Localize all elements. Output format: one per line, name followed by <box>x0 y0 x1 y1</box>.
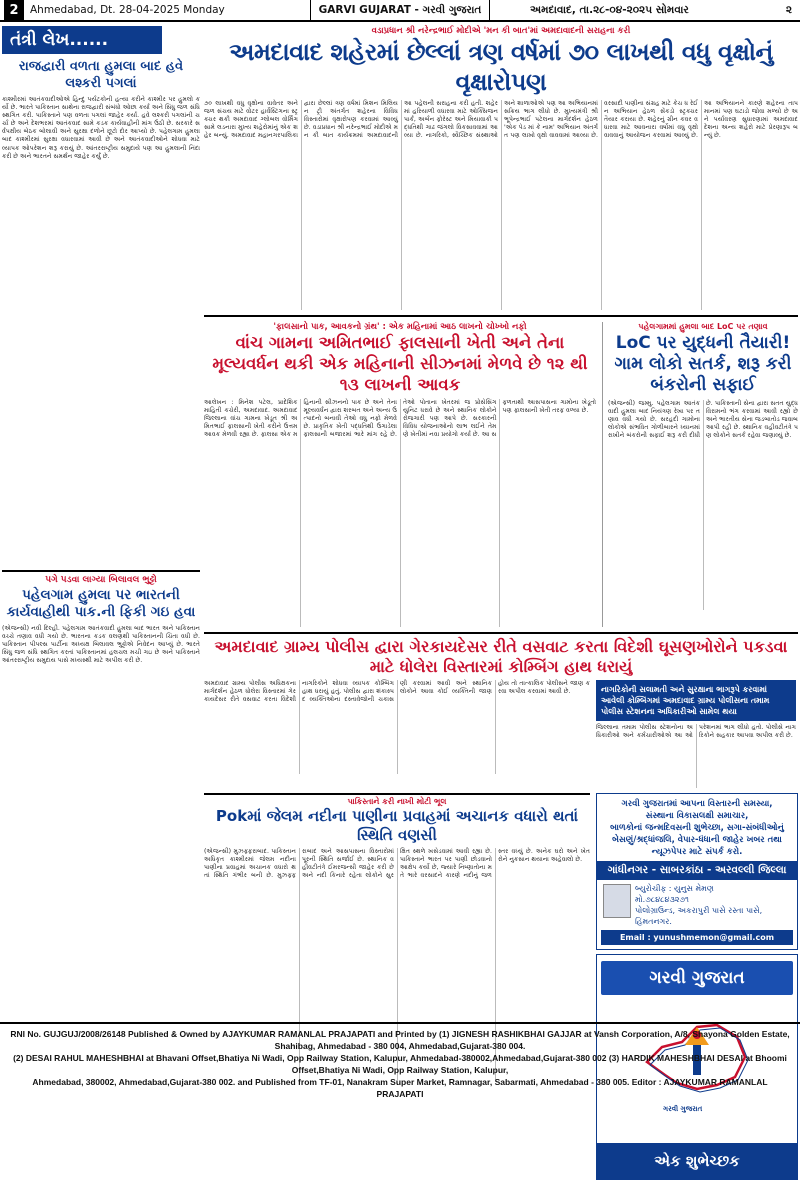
editorial-body: કાશ્મીરમાં આતંકવાદીઓએ હિન્દુ પર્યટકોની હત્યા કરીને કાશ્મીર પર હુમલો કર્યો છે. ભારતે પાકિસ્તાન સાથેના રાજદ્વારી સંબંધો ઓછા કર્યા અને સિંધુ જળ સંધિ સ્થગિત કરી. પાકિસ્તાને પણ વળતા પગલાં જાહેર કર્યા. હવે લશ્કરી પગલાંની ચર્ચા છે અને દેશભરમાં આતંકવાદ સામે કડક કાર્યવાહીની માંગ ઉઠી છે. સરકારે સર્વપક્ષીય બેઠક બોલાવી અને સુરક્ષા દળોને છૂટો દોર આપ્યો છે. પહેલગામ હુમલા બાદ કાશ્મીરમાં સુરક્ષા વધારવામાં આવી છે અને આતંકવાદીઓને શોધવા માટે વ્યાપક ઓપરેશન શરૂ કરાયું છે. આંતરરાષ્ટ્રીય સમુદાયે પણ આ હુમલાની નિંદા કરી છે અને ભારતને સમર્થન જાહેર કર્યું છે. <box>2 96 200 160</box>
header-date-en: Ahmedabad, Dt. 28-04-2025 Monday <box>30 4 225 16</box>
bureau-email: Email : yunushmemon@gmail.com <box>601 930 793 945</box>
loc-kicker: પહેલગામમાં હુમલા બાદ LoC પર તણાવ <box>638 322 768 331</box>
header-date-gu: અમદાવાદ, તા.૨૮-૦૪-૨૦૨૫ સોમવાર <box>530 3 689 16</box>
falsa-headline: વાંચ ગામના અમિતભાઈ ફાલસાની ખેતી અને તેના મૂલ્યવર્ધન થકી એક મહિનાની સીઝનમાં મેળવે છે ૧૨ થી ૧૩ લાખની આવક <box>212 333 588 394</box>
ad-line-5: ન્યૂઝપેપર માટે સંપર્ક કરો. <box>651 847 743 857</box>
police-side <box>596 680 796 788</box>
brand-tagline: એક શુભેચ્છક <box>597 1143 797 1179</box>
header-left <box>0 0 310 20</box>
bilawal-body: (એજન્સી) નવી દિલ્હી. પહેલગામ આતંકવાદી હુમલા બાદ ભારત અને પાકિસ્તાન વચ્ચે તણાવ વધી ગયો છે. ભારતના કડક વલણથી પાકિસ્તાનની ચિંતા વધી છે. પાકિસ્તાન પીપલ્સ પાર્ટીના અધ્યક્ષ બિલાવલ ભુટ્ટોએ નિવેદન આપ્યું છે. ભારતે સિંધુ જળ સંધિ સ્થગિત કરતાં પાકિસ્તાનમાં હલચલ મચી ગઇ છે અને પાકિસ્તાને આંતરરાષ્ટ્રીય સમુદાય પાસે મધ્યસ્થી માટે અપીલ કરી છે. <box>2 625 200 665</box>
bilawal-article <box>2 570 200 1019</box>
bureau-phone: મો.૭૮૪૮૪૩૨૭૧ <box>635 895 689 904</box>
pok-headline: Pokમાં જેલમ નદીના પાણીના પ્રવાહમાં અચાનક વધારો થતાં સ્થિતિ વણસી <box>215 807 579 844</box>
police-side-body: જિલ્લાના તમામ પોલીસ સ્ટેશનોના અધિકારીઓ અને કર્મચારીઓએ આ ઓપરેશનમાં ભાગ લીધો હતો. પોલીસે નાગરિકોને સહકાર આપવા અપીલ કરી છે. <box>596 724 796 740</box>
ad-line-2: સંસ્થાના વિકાસલક્ષી સમાચાર, <box>645 811 749 821</box>
contact-ad <box>596 793 798 950</box>
lead-headline: અમદાવાદ શહેરમાં છેલ્લાં ત્રણ વર્ષમાં ૭૦ લાખથી વધુ વૃક્ષોનું વૃક્ષારોપણ <box>229 38 773 96</box>
police-headline: અમદાવાદ ગ્રામ્ય પોલીસ દ્વારા ગેરકાયદેસર રીતે વસવાટ કરતા વિદેશી ઘૂસણખોરોને પકડવા માટે ધોલેરા વિસ્તારમાં કોમ્બિંગ હાથ ધરાયું <box>214 637 788 676</box>
ad-line-4: બેસણું/શ્રદ્ધાંજલિ, વેપાર-ધંધાની જાહેર ખબર તથા <box>612 835 782 845</box>
imprint-line-1: RNI No. GUJGUJ/2008/26148 Published & Owned by AJAYKUMAR RAMANLAL PRAJAPATI and Printed by (1) JIGNESH RASHIKBHAI GAJJAR at Vansh Corporation, A/8, Shayona Golden Estate, Shahibag, Ahmedabad - 380 004, Ahmedabad,Gujarat-380 004. <box>10 1029 790 1051</box>
bureau-chief-name: બ્યુરોચીફ : યુનુસ મેમણ <box>635 884 714 893</box>
imprint-line-2: (2) DESAI RAHUL MAHESHBHAI at Bhavani Offset,Bhatiya Ni Wadi, Opp Railway Station, Kalupur, Ahmedabad-380002,Ahmedabad,Gujarat-380 002 (3) HARDIK MAHESHBHAI DESAI at Bhoomi Offset,Bhatiya Ni Wadi, Opp Railway Station, Kalupur, <box>13 1053 787 1075</box>
left-column <box>2 26 200 1020</box>
ad-region: ગાંધીનગર - સાબરકાંઠા - અરવલ્લી જિલ્લા <box>597 861 797 880</box>
page-header <box>0 0 800 22</box>
loc-body: (એજન્સી) જમ્મુ. પહેલગામ આતંકવાદી હુમલા બાદ નિયંત્રણ રેખા પર તણાવ વધી ગયો છે. સરહદી ગામોના લોકોએ સંભવિત ગોળીબારને ધ્યાનમાં રાખીને બંકરોની સફાઈ શરૂ કરી દીધી છે. પાકિસ્તાની સેના દ્વારા સતત યુદ્ધવિરામનો ભંગ કરવામાં આવી રહ્યો છે અને ભારતીય સેના જડબાતોડ જવાબ આપી રહી છે. સ્થાનિક વહીવટીતંત્રે પણ લોકોને સતર્ક રહેવા જણાવ્યું છે. <box>608 400 798 440</box>
editorial-column-title: તંત્રી લેખ...... <box>2 26 162 54</box>
bureau-chief-photo <box>603 884 631 918</box>
falsa-body: આલેખન : મિનેશ પટેલ, પ્રાદેશિક માહિતી કચેરી, અમદાવાદ. અમદાવાદ જિલ્લાના વાંચ ગામના ખેડૂત શ્રી અમિતભાઈ ફાલસાની ખેતી કરીને ઉત્તમ આવક મેળવી રહ્યા છે. ફાલસા એક મહિનાની સીઝનનો પાક છે અને તેના મૂલ્યવર્ધન દ્વારા શરબત અને અન્ય ઉત્પાદનો બનાવી તેઓ વધુ નફો મેળવે છે. પ્રાકૃતિક ખેતી પદ્ધતિથી ઉગાડેલા ફાલસાની બજારમાં ભારે માંગ રહે છે. તેઓ પોતાના ખેતરમાં જ પ્રોસેસિંગ યુનિટ ધરાવે છે અને સ્થાનિક લોકોને રોજગારી પણ આપે છે. સરકારની વિવિધ યોજનાઓનો લાભ લઈને તેમણે ખેતીમાં નવા પ્રયોગો કર્યા છે. આ સફળતાથી આસપાસના ગામોના ખેડૂતો પણ ફાલસાની ખેતી તરફ વળ્યા છે. <box>204 399 596 439</box>
pok-article <box>204 793 590 1180</box>
bureau-info <box>601 883 793 927</box>
bilawal-kicker: પગે પડવા લાગ્યા બિલાવલ ભુટ્ટો <box>45 575 157 585</box>
ad-line-3: બાળકોનાં જન્મદિવસની શુભેચ્છા, સગા-સંબંધીઓનું <box>610 823 784 833</box>
bilawal-headline: પહેલગામ હુમલા પર ભારતની કાર્યવાહીથી પાક.ની ફિકી ગઇ હવા <box>6 587 196 620</box>
loc-story <box>602 322 798 627</box>
header-right <box>490 4 800 17</box>
pok-kicker: પાકિસ્તાને કરી નાખી મોટી ભૂલ <box>347 797 447 806</box>
imprint-footer <box>0 1022 800 1100</box>
bureau-address: પોલોગ્રાઉન્ડ, અકરાપુરી પાસે રસ્તા પાસે, હિંમતનગર. <box>635 906 763 926</box>
header-paper-name: GARVI GUJARAT - ગરવી ગુજરાત <box>310 0 490 20</box>
brand-name-banner: ગરવી ગુજરાત <box>601 961 793 995</box>
editorial-headline: રાજદ્વારી વળતા હુમલા બાદ હવે લશ્કરી પગલાં <box>18 59 184 91</box>
falsa-kicker: 'ફાલસાનો પાક, આવકનો ગ્રંથ' : એક મહિનામાં આઠ લાખનો ચોખ્ખો નફો <box>273 322 527 332</box>
page-number: 2 <box>4 0 24 20</box>
falsa-story <box>204 322 596 627</box>
imprint-line-3: Ahmedabad, 380002, Ahmedabad,Gujarat-380 002. and Published from TF-01, Nanakram Super Market, Ramnagar, Sabarmati, Ahmedabad - 380 005. Editor : AJAYKUMAR RAMANLAL PRAJAPATI <box>32 1077 768 1099</box>
brand-mini-text: ગરવી ગુજરાત <box>663 1105 703 1113</box>
falsa-article <box>204 315 798 627</box>
lead-body: ૭૦ લાખથી વધુ વૃક્ષોના વાવેતર અને જળ સંચય માટે વોટર હાર્વેસ્ટિંગના સ્ટ્રક્ચર થકી અમદાવાદ ગ્લોબલ વોર્મિંગ સામે લડનારા મુખ્ય શહેરોમાંનું એક શહેર બન્યું. અમદાવાદ મહાનગરપાલિકા દ્વારા છેલ્લાં ત્રણ વર્ષમાં મિશન મિલિયન ટ્રી અંતર્ગત શહેરના વિવિધ વિસ્તારોમાં વૃક્ષારોપણ કરવામાં આવ્યું છે. વડાપ્રધાન શ્રી નરેન્દ્રભાઈ મોદીએ મન કી બાત કાર્યક્રમમાં અમદાવાદની આ પહેલની સરાહના કરી હતી. શહેરમાં હરિયાળી વધારવા માટે ઓક્સિજન પાર્ક, અર્બન ફોરેસ્ટ અને મિયાવાકી પદ્ધતિથી ગાઢ જંગલો વિકસાવવામાં આવ્યા છે. નાગરિકો, સ્વૈચ્છિક સંસ્થાઓ અને શાળાઓએ પણ આ અભિયાનમાં સક્રિય ભાગ લીધો છે. મુખ્યમંત્રી શ્રી ભૂપેન્દ્રભાઈ પટેલના માર્ગદર્શન હેઠળ 'એક પેડ માં કે નામ' અભિયાન અંતર્ગત પણ લાખો વૃક્ષો વાવવામાં આવ્યા છે. વરસાદી પાણીના સંગ્રહ માટે કેચ ધ રેઈન અભિયાન હેઠળ સેંકડો સ્ટ્રક્ચર તૈયાર કરાયા છે. શહેરનું ગ્રીન કવર વધારવા માટે આવનારા વર્ષોમાં વધુ વૃક્ષો વાવવાનું આયોજન કરવામાં આવ્યું છે. આ અભિયાનને કારણે શહેરના તાપમાનમાં પણ ઘટાડો જોવા મળ્યો છે અને પર્યાવરણ સુધારણામાં અમદાવાદ દેશના અન્ય શહેરો માટે પ્રેરણારૂપ બન્યું છે. <box>204 100 798 140</box>
police-article <box>204 632 798 788</box>
lead-kicker: વડાપ્રધાન શ્રી નરેન્દ્રભાઈ મોદીએ 'મન કી બાત'માં અમદાવાદની સરાહના કરી <box>371 26 631 36</box>
ad-column <box>596 793 798 1180</box>
pok-body: (એજન્સી) મુઝફ્ફરાબાદ. પાકિસ્તાન અધિકૃત કાશ્મીરમાં જેલમ નદીના પાણીના પ્રવાહમાં અચાનક વધારો થતાં સ્થિતિ ગંભીર બની છે. મુઝફ્ફરાબાદ અને આસપાસના વિસ્તારોમાં પૂરની સ્થિતિ સર્જાઈ છે. સ્થાનિક વહીવટીતંત્રે ઈમરજન્સી જાહેર કરી છે અને નદી કિનારે રહેતા લોકોને સુરક્ષિત સ્થળે ખસેડવામાં આવી રહ્યા છે. પાકિસ્તાને ભારત પર પાણી છોડવાનો આક્ષેપ કર્યો છે, જ્યારે નિષ્ણાતોના મતે ભારે વરસાદને કારણે નદીનું જળસ્તર વધ્યું છે. અનેક ઘરો અને ખેતરોને નુકસાન થયાના અહેવાલો છે. <box>204 848 590 880</box>
header-page-gu: ૨ <box>785 3 792 16</box>
police-highlight-box: નાગરિકોની સલામતી અને સુરક્ષાના ભાગરૂપે કરવામાં આવેલી કોમ્બિંગમાં અમદાવાદ ગ્રામ્ય પોલીસના તમામ પોલીસ સ્ટેશનના અધિકારીઓ સામેલ થયા <box>596 680 796 721</box>
loc-headline: LoC પર યુદ્ધની તૈયારી! ગામ લોકો સતર્ક, શરૂ કરી બંકરોની સફાઈ <box>614 333 792 395</box>
ad-line-1: ગરવી ગુજરાતમાં આપના વિસ્તારની સમસ્યા, <box>621 799 773 809</box>
police-body: અમદાવાદ ગ્રામ્ય પોલીસ અધિક્ષકના માર્ગદર્શન હેઠળ ધોલેરા વિસ્તારમાં ગેરકાયદેસર રીતે વસવાટ કરતા વિદેશી નાગરિકોને શોધવા વ્યાપક કોમ્બિંગ હાથ ધરાયું હતું. પોલીસ દ્વારા શંકાસ્પદ વ્યક્તિઓના દસ્તાવેજોની ચકાસણી કરવામાં આવી અને સ્થાનિક લોકોને આવા કોઈ વ્યક્તિની જાણ હોય તો તાત્કાલિક પોલીસને જાણ કરવા અપીલ કરવામાં આવી છે. <box>204 680 590 704</box>
